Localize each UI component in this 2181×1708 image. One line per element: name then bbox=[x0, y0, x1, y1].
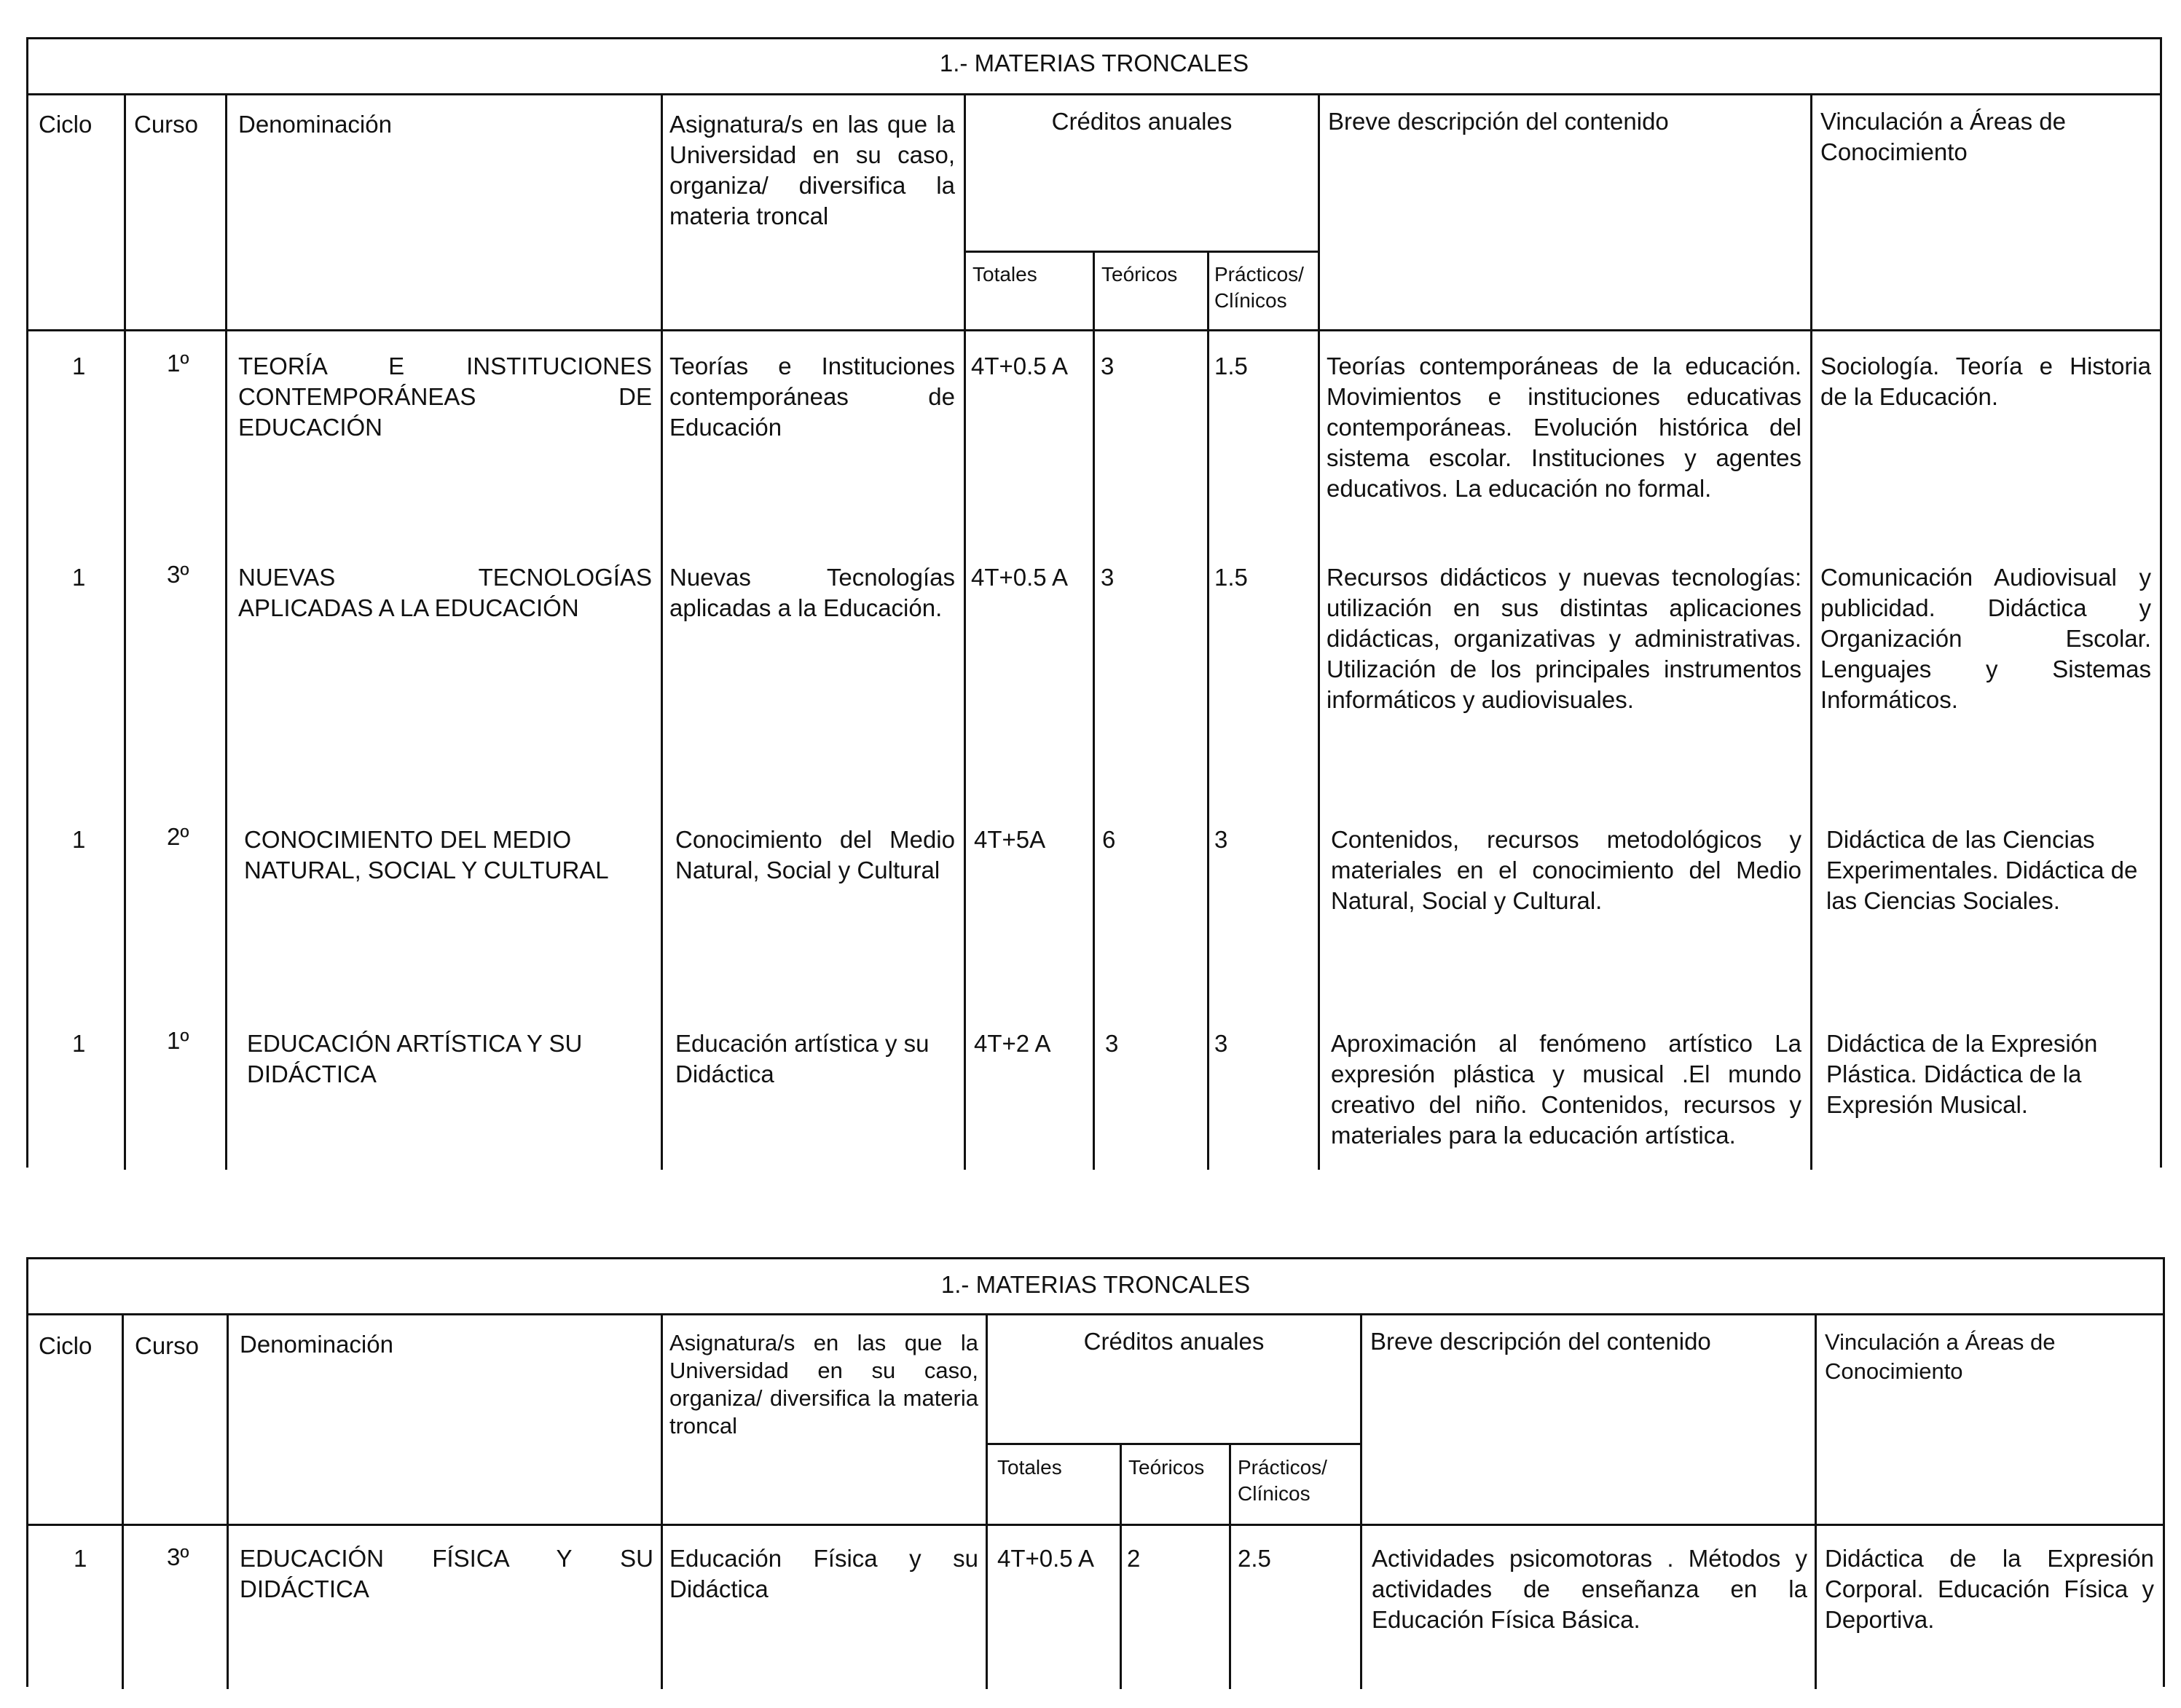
row-3-practicos: 3 bbox=[1214, 826, 1228, 853]
header-asignatura: Asignatura/s en las que la Universidad en su caso, organiza/ diversifica la materia troncal bbox=[669, 1330, 978, 1439]
row-1-curso: 3º bbox=[167, 1543, 189, 1570]
grid-line bbox=[28, 93, 2160, 95]
row-3-vinculacion: Didáctica de las Ciencias Experimentales. Didáctica de las Ciencias Sociales. bbox=[1826, 826, 2138, 914]
grid-line bbox=[28, 329, 2160, 331]
row-2-asignatura: Nuevas Tecnologías aplicadas a la Educación. bbox=[669, 564, 955, 621]
row-4-totales: 4T+2 A bbox=[974, 1030, 1051, 1057]
row-1-denominacion: TEORÍA E INSTITUCIONES CONTEMPORÁNEAS DE EDUCACIÓN bbox=[238, 353, 652, 441]
header-vinculacion: Vinculación a Áreas de Conocimiento bbox=[1820, 108, 2066, 165]
header-vinculacion: Vinculación a Áreas de Conocimiento bbox=[1825, 1329, 2056, 1384]
grid-line bbox=[1207, 251, 1209, 1170]
header-teoricos: Teóricos bbox=[1101, 263, 1178, 286]
row-4-asignatura: Educación artística y su Didáctica bbox=[675, 1030, 930, 1087]
row-1-denominacion: EDUCACIÓN FÍSICA Y SU DIDÁCTICA bbox=[240, 1545, 653, 1602]
grid-line bbox=[1810, 93, 1812, 1170]
row-1-ciclo: 1 bbox=[74, 1545, 87, 1572]
grid-line bbox=[28, 1524, 2163, 1526]
grid-line bbox=[1093, 251, 1095, 1170]
row-1-vinculacion: Sociología. Teoría e Historia de la Educación. bbox=[1820, 353, 2151, 410]
row-1-asignatura: Educación Física y su Didáctica bbox=[669, 1545, 978, 1602]
header-curso: Curso bbox=[134, 111, 199, 138]
header-teoricos: Teóricos bbox=[1128, 1456, 1205, 1479]
row-3-teoricos: 6 bbox=[1102, 826, 1116, 853]
row-1-practicos: 2.5 bbox=[1238, 1545, 1271, 1572]
grid-line bbox=[986, 1443, 1360, 1445]
header-practicos: Prácticos/ Clínicos bbox=[1214, 263, 1304, 312]
row-4-ciclo: 1 bbox=[72, 1030, 86, 1057]
row-2-vinculacion: Comunicación Audiovisual y publicidad. Didáctica y Organización Escolar. Lenguajes y Sistemas Informáticos. bbox=[1820, 564, 2151, 713]
row-4-denominacion: EDUCACIÓN ARTÍSTICA Y SU DIDÁCTICA bbox=[247, 1030, 583, 1087]
row-1-totales: 4T+0.5 A bbox=[997, 1545, 1095, 1572]
grid-line bbox=[1120, 1443, 1122, 1689]
row-4-teoricos: 3 bbox=[1105, 1030, 1119, 1057]
row-2-curso: 3º bbox=[167, 561, 189, 588]
grid-line bbox=[1318, 93, 1320, 1170]
row-4-descripcion: Aproximación al fenómeno artístico La expresión plástica y musical .El mundo creativo del niño. Contenidos, recursos y materiales para la educación artística. bbox=[1331, 1030, 1801, 1149]
header-creditos-anuales: Créditos anuales bbox=[1051, 108, 1233, 135]
row-1-asignatura: Teorías e Instituciones contemporáneas de Educación bbox=[669, 353, 955, 441]
row-2-denominacion: NUEVAS TECNOLOGÍAS APLICADAS A LA EDUCACIÓN bbox=[238, 564, 652, 621]
grid-line bbox=[964, 251, 1318, 253]
grid-line bbox=[28, 1313, 2163, 1315]
header-totales: Totales bbox=[972, 263, 1037, 286]
row-2-practicos: 1.5 bbox=[1214, 564, 1248, 591]
row-4-practicos: 3 bbox=[1214, 1030, 1228, 1057]
row-1-totales: 4T+0.5 A bbox=[971, 353, 1069, 379]
row-2-ciclo: 1 bbox=[72, 564, 86, 591]
row-3-totales: 4T+5A bbox=[974, 826, 1046, 853]
grid-line bbox=[227, 1313, 229, 1689]
header-denominacion: Denominación bbox=[238, 111, 392, 138]
header-denominacion: Denominación bbox=[240, 1331, 393, 1358]
header-asignatura: Asignatura/s en las que la Universidad en su caso, organiza/ diversifica la materia troncal bbox=[669, 111, 955, 229]
header-ciclo: Ciclo bbox=[39, 111, 93, 138]
header-curso: Curso bbox=[135, 1332, 200, 1359]
header-breve-descripcion: Breve descripción del contenido bbox=[1370, 1328, 1711, 1355]
row-3-descripcion: Contenidos, recursos metodológicos y materiales en el conocimiento del Medio Natural, Social y Cultural. bbox=[1331, 826, 1801, 914]
row-1-teoricos: 2 bbox=[1127, 1545, 1141, 1572]
grid-line bbox=[122, 1313, 124, 1689]
row-1-descripcion: Actividades psicomotoras . Métodos y actividades de enseñanza en la Educación Física Básica. bbox=[1372, 1545, 1807, 1633]
header-ciclo: Ciclo bbox=[39, 1332, 93, 1359]
row-1-practicos: 1.5 bbox=[1214, 353, 1248, 379]
grid-line bbox=[1815, 1313, 1817, 1689]
row-3-curso: 2º bbox=[167, 823, 189, 850]
row-3-asignatura: Conocimiento del Medio Natural, Social y Cultural bbox=[675, 826, 955, 883]
grid-line bbox=[661, 1313, 663, 1689]
materias-troncales-table-2 bbox=[26, 1257, 2165, 1687]
header-breve-descripcion: Breve descripción del contenido bbox=[1328, 108, 1669, 135]
row-4-curso: 1º bbox=[167, 1027, 189, 1054]
header-creditos-anuales: Créditos anuales bbox=[1083, 1328, 1265, 1355]
materias-troncales-table-1 bbox=[26, 37, 2162, 1168]
row-3-ciclo: 1 bbox=[72, 826, 86, 853]
row-4-vinculacion: Didáctica de la Expresión Plástica. Didáctica de la Expresión Musical. bbox=[1826, 1030, 2098, 1118]
header-totales: Totales bbox=[997, 1456, 1062, 1479]
row-1-vinculacion: Didáctica de la Expresión Corporal. Educación Física y Deportiva. bbox=[1825, 1545, 2154, 1633]
grid-line bbox=[661, 93, 663, 1170]
grid-line bbox=[124, 93, 126, 1170]
row-2-totales: 4T+0.5 A bbox=[971, 564, 1069, 591]
grid-line bbox=[964, 93, 966, 1170]
grid-line bbox=[225, 93, 227, 1170]
row-2-descripcion: Recursos didácticos y nuevas tecnologías: utilización en sus distintas aplicaciones didácticas, organizativas y administrativas. Utilización de los principales instrumentos informáticos y audiovisuales. bbox=[1327, 564, 1801, 713]
row-3-denominacion: CONOCIMIENTO DEL MEDIO NATURAL, SOCIAL Y CULTURAL bbox=[244, 826, 609, 883]
header-practicos: Prácticos/ Clínicos bbox=[1238, 1456, 1327, 1505]
row-2-teoricos: 3 bbox=[1101, 564, 1115, 591]
grid-line bbox=[986, 1313, 988, 1689]
table-title: 1.- MATERIAS TRONCALES bbox=[939, 50, 1249, 76]
table-title: 1.- MATERIAS TRONCALES bbox=[940, 1271, 1251, 1298]
row-1-curso: 1º bbox=[167, 350, 189, 377]
row-1-teoricos: 3 bbox=[1101, 353, 1115, 379]
row-1-descripcion: Teorías contemporáneas de la educación. Movimientos e instituciones educativas contemporáneas. Evolución histórica del sistema escolar. Instituciones y agentes educativos. La educación no formal. bbox=[1327, 353, 1801, 502]
row-1-ciclo: 1 bbox=[72, 353, 86, 379]
grid-line bbox=[1229, 1443, 1231, 1689]
grid-line bbox=[1360, 1313, 1362, 1689]
